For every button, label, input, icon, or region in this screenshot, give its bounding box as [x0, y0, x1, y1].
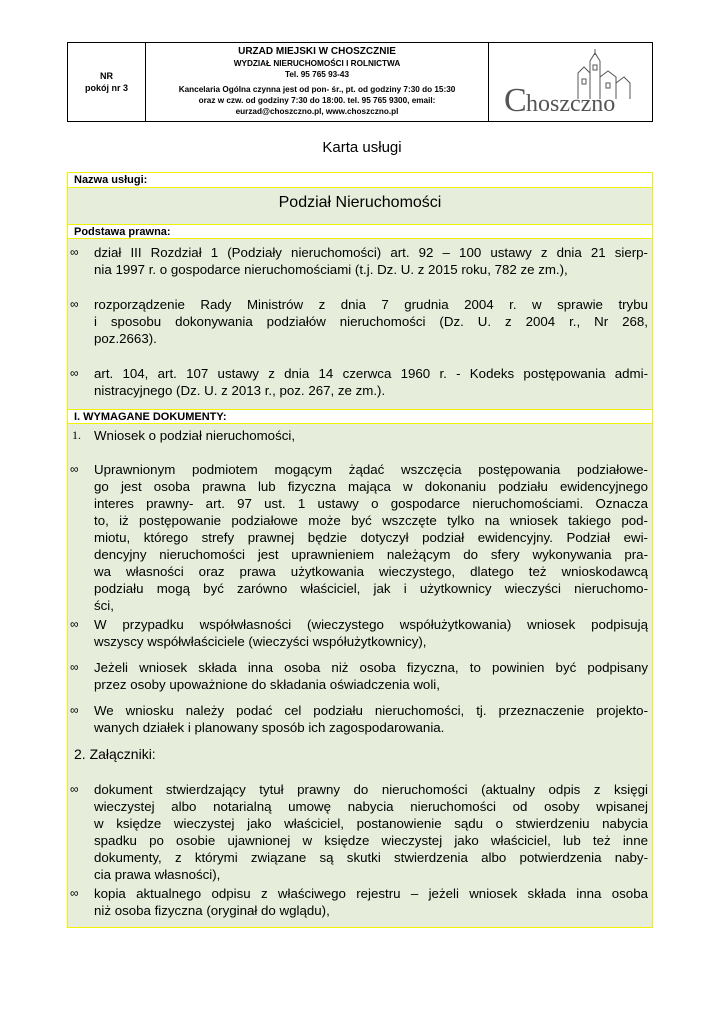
text-line: poz.2663).: [94, 331, 157, 346]
page-title: Karta usługi: [322, 139, 402, 156]
service-name: Podział Nieruchomości: [278, 194, 442, 211]
text-line: ści,: [94, 598, 114, 613]
text-line: kopia aktualnego odpisu z właściwego rejestru – jeżeli wniosek składa inna osoba: [94, 886, 648, 901]
text-line: i sposobu dokonywania podziałów nieruchomości (Dz. U. z 2004 r., Nr 268,: [94, 314, 648, 329]
header-table: [67, 42, 653, 122]
document-item-text: Wniosek o podział nieruchomości,: [94, 428, 296, 443]
text-line: to, iż postępowanie podziałowe może być wszczęte tylko na wniosek takiego pod-: [94, 513, 648, 528]
document-bullet: [70, 461, 648, 614]
text-line: wszyscy współwłaściciele (wieczyści współużytkownicy),: [94, 634, 427, 649]
text-line: nia 1997 r. o gospodarce nieruchomościami (t.j. Dz. U. z 2015 roku, 782 ze zm.),: [94, 262, 568, 277]
logo-letter-c: C: [503, 82, 527, 117]
bullet-icon: ∞: [70, 297, 79, 311]
text-line: spadku po osobie ujawnionej w księdze wieczystej jako właściciel, lub też inne: [94, 833, 648, 848]
text-line: Uprawnionym podmiotem mogącym żądać wszczęcia postępowania podziałowe-: [94, 462, 648, 477]
office-info-cell: [146, 43, 489, 121]
legal-basis-label: Podstawa prawna:: [68, 224, 652, 239]
legal-basis-item: [70, 365, 648, 399]
legal-basis-section: [68, 239, 652, 409]
service-card: [67, 172, 653, 928]
logo-text-rest: hoszczno: [525, 91, 615, 117]
document-bullet: [70, 616, 648, 650]
text-line: cia prawa własności),: [94, 867, 221, 882]
text-line: podziału mogą być zarówno właściciel, jak i użytkownicy wieczyści nieruchomo-: [94, 581, 648, 596]
bullet-icon: ∞: [70, 703, 79, 717]
text-line: dokument stwierdzający tytuł prawny do nieruchomości (aktualny odpis z księgi: [94, 782, 648, 797]
text-line: dokumenty, z którymi związane są skutki stwierdzenia albo potwierdzenia naby-: [94, 850, 648, 865]
bullet-icon: ∞: [70, 245, 79, 259]
document-bullet: [70, 659, 648, 693]
legal-basis-item: [70, 244, 648, 278]
text-line: Jeżeli wniosek składa inna osoba niż osoba fizyczna, to powinien być podpisany: [94, 660, 648, 675]
service-name-label: Nazwa usługi:: [68, 173, 652, 188]
text-line: dencyjny nieruchomości jest uprawnieniem należącym do sfery wykonywania pra-: [94, 547, 648, 562]
document-bullet: [70, 702, 648, 736]
bullet-icon: ∞: [70, 617, 79, 631]
office-email-web: eurzad@choszczno.pl, www.choszczno.pl: [235, 107, 399, 116]
text-line: art. 104, art. 107 ustawy z dnia 14 czerwca 1960 r. - Kodeks postępowania admi-: [94, 366, 648, 381]
text-line: przez osoby upoważnione do składania oświadczenia woli,: [94, 677, 440, 692]
choszczno-logo-icon: [496, 47, 646, 117]
text-line: We wniosku należy podać cel podziału nieruchomości, tj. przeznaczenie projekto-: [94, 703, 648, 718]
office-phone: Tel. 95 765 93-43: [284, 70, 350, 79]
documents-section: [68, 424, 652, 918]
attachments-heading: 2. Załączniki:: [74, 746, 156, 762]
text-line: go jest osoba prawna lub fizyczna mająca w dokonaniu podziału ewidencyjnego: [94, 479, 648, 494]
document-item: [72, 427, 648, 444]
text-line: W przypadku współwłasności (wieczystego współużytkowania) wniosek podpisują: [94, 617, 648, 632]
office-hours-2: oraz w czw. od godziny 7:30 do 18:00. tel. 95 765 9300, email:: [198, 96, 436, 105]
documents-label: I. WYMAGANE DOKUMENTY:: [68, 409, 652, 424]
text-line: nistracyjnego (Dz. U. z 2013 r., poz. 267, ze zm.).: [94, 383, 386, 398]
bullet-icon: ∞: [70, 366, 79, 380]
room-cell: [68, 43, 146, 121]
room-number: pokój nr 3: [84, 83, 128, 93]
text-line: wieczystej albo notarialną umowę nabycia nieruchomości od osoby wpisanej: [94, 799, 648, 814]
logo-cell: [489, 43, 652, 121]
bullet-icon: ∞: [70, 886, 79, 900]
attachment-bullet: [70, 885, 648, 919]
office-hours-1: Kancelaria Ogólna czynna jest od pon- śr., pt. od godziny 7:30 do 15:30: [178, 85, 456, 94]
text-line: wa własności oraz prawa użytkowania wieczystego, dlatego też wnioskodawcą: [94, 564, 648, 579]
attachment-bullet: [70, 781, 648, 883]
legal-basis-item: [70, 296, 648, 347]
text-line: w księdze wieczystej jako właściciel, postanowienie sądu o stwierdzeniu nabycia: [94, 816, 648, 831]
text-line: miotu, którego strefy prawnej będzie dotyczył podział ewidencyjny. Podział ewi-: [94, 530, 648, 545]
bullet-icon: ∞: [70, 462, 79, 476]
text-line: niż osoba fizyczna (oryginał do wglądu),: [94, 903, 330, 918]
item-number: 1.: [72, 428, 81, 442]
nr-label: NR: [100, 71, 113, 81]
office-name: URZAD MIEJSKI W CHOSZCZNIE: [238, 46, 396, 57]
bullet-icon: ∞: [70, 782, 79, 796]
text-line: interes prawny- art. 97 ust. 1 ustawy o gospodarce nieruchomościami. Oznacza: [94, 496, 648, 511]
bullet-icon: ∞: [70, 660, 79, 674]
text-line: rozporządzenie Rady Ministrów z dnia 7 grudnia 2004 r. w sprawie trybu: [94, 297, 648, 312]
department-name: WYDZIAŁ NIERUCHOMOŚCI I ROLNICTWA: [233, 59, 401, 68]
text-line: wanych działek i planowany sposób ich zagospodarowania.: [94, 720, 445, 735]
text-line: dział III Rozdział 1 (Podziały nieruchomości) art. 92 – 100 ustawy z dnia 21 sierp-: [94, 245, 648, 260]
